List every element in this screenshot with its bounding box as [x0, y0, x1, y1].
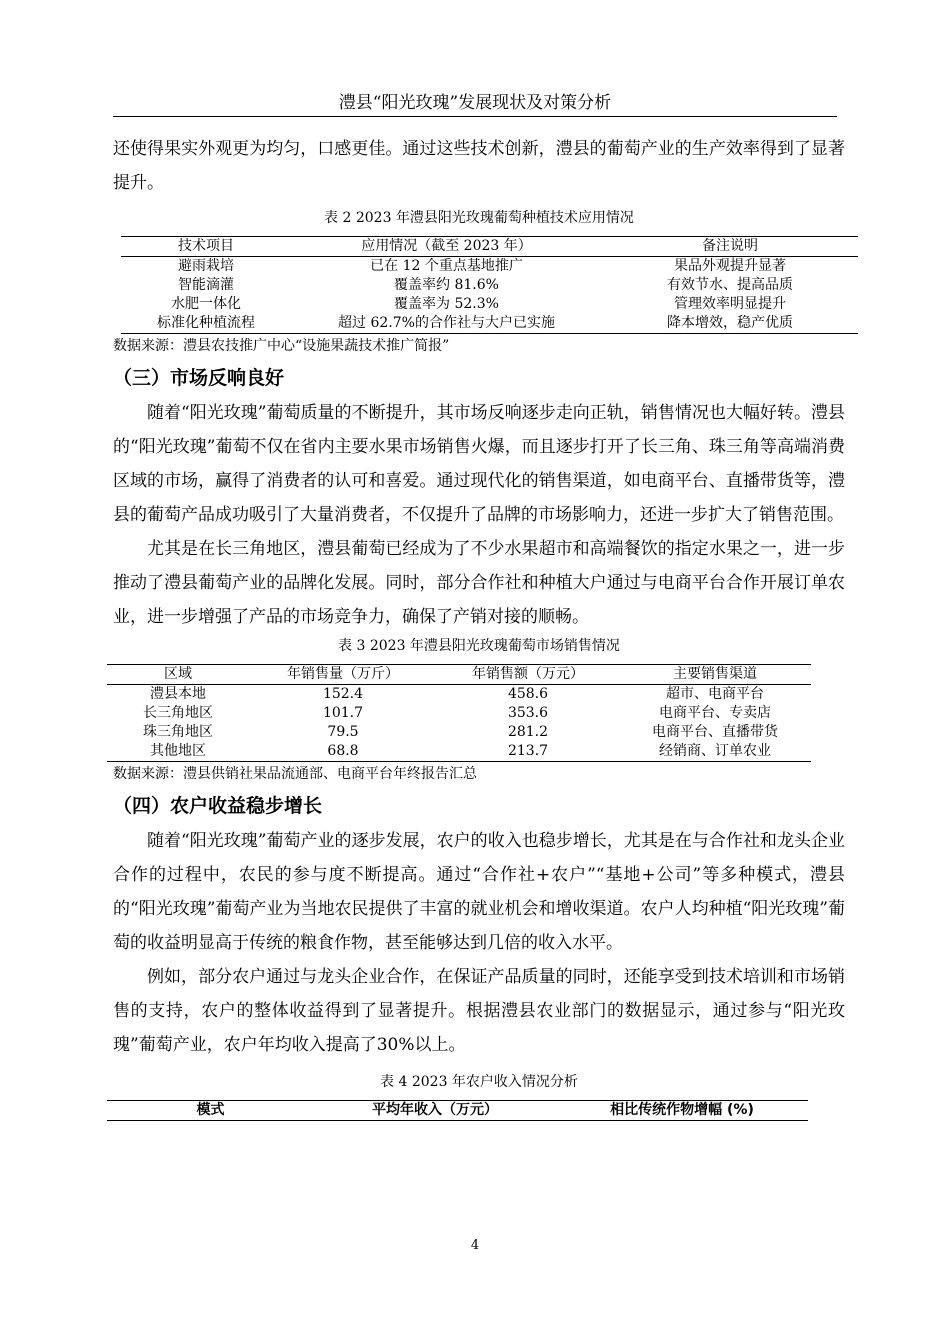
table-cell: 智能滴灌 — [178, 277, 234, 293]
table-cell: 213.7 — [507, 743, 549, 759]
table3-header-cell: 主要销售渠道 — [673, 666, 757, 682]
table-cell: 电商平台、直播带货 — [652, 724, 778, 740]
section-heading-market: （三）市场反响良好 — [113, 367, 285, 389]
paragraph: 尤其是在长三角地区，澧县葡萄已经成为了不少水果超市和高端餐饮的指定水果之一，进一步推动了澧县葡萄产业的品牌化发展。同时，部分合作社和种植大户通过与电商平台合作开展订单农业，进一步增强了产品的市场竞争力，确保了产销对接的顺畅。 — [113, 539, 845, 627]
table-cell: 超过 62.7%的合作社与大户已实施 — [338, 315, 555, 331]
table4-header-cell: 平均年收入（万元） — [372, 1102, 498, 1118]
table-row — [121, 276, 858, 295]
paragraph: 例如，部分农户通过与龙头企业合作，在保证产品质量的同时，还能享受到技术培训和市场销售的支持，农户的整体收益得到了显著提升。根据澧县农业部门的数据显示，通过参与“阳光玫瑰”葡萄产业，农户年均收入提高了30%以上。 — [113, 967, 845, 1055]
table-row — [107, 704, 811, 723]
table-row — [121, 314, 858, 334]
table4-header-row — [107, 1101, 808, 1121]
table3-header-cell: 年销售量（万斤） — [287, 666, 399, 682]
table2-header-cell: 技术项目 — [178, 238, 234, 254]
table-cell: 覆盖率约 81.6% — [394, 277, 499, 293]
table2-header-row — [121, 237, 858, 257]
table-cell: 101.7 — [322, 705, 364, 721]
table4-header-cell: 相比传统作物增幅 (%) — [610, 1102, 754, 1118]
table-cell: 澧县本地 — [150, 686, 206, 702]
table3-header-cell: 区域 — [164, 666, 192, 682]
table-cell: 标准化种植流程 — [157, 315, 255, 331]
table-cell: 果品外观提升显著 — [674, 258, 786, 274]
table-cell: 79.5 — [327, 724, 359, 740]
table-cell: 其他地区 — [150, 743, 206, 759]
table2-header-cell: 应用情况（截至 2023 年） — [361, 238, 532, 254]
table3-header-cell: 年销售额（万元） — [472, 666, 584, 682]
table2 — [121, 236, 858, 334]
table3-source: 数据来源：澧县供销社果品流通部、电商平台年终报告汇总 — [113, 766, 477, 782]
table-cell: 经销商、订单农业 — [659, 743, 771, 759]
table4-caption: 表 4 2023 年农户收入情况分析 — [380, 1074, 578, 1090]
table-row — [107, 742, 811, 762]
paragraph: 随着“阳光玫瑰”葡萄质量的不断提升，其市场反响逐步走向正轨，销售情况也大幅好转。澧县的“阳光玫瑰”葡萄不仅在省内主要水果市场销售火爆，而且逐步打开了长三角、珠三角等高端消费区域的市场，赢得了消费者的认可和喜爱。通过现代化的销售渠道，如电商平台、直播带货等，澧县的葡萄产品成功吸引了大量消费者，不仅提升了品牌的市场影响力，还进一步扩大了销售范围。 — [113, 403, 845, 525]
table-row — [121, 257, 858, 277]
table2-caption: 表 2 2023 年澧县阳光玫瑰葡萄种植技术应用情况 — [324, 210, 634, 226]
section-heading-income: （四）农户收益稳步增长 — [113, 795, 323, 817]
header-rule — [113, 116, 837, 117]
table-cell: 458.6 — [507, 686, 549, 702]
table4-header-cell: 模式 — [196, 1102, 225, 1118]
paragraph: 随着“阳光玫瑰”葡萄产业的逐步发展，农户的收入也稳步增长，尤其是在与合作社和龙头企业合作的过程中，农民的参与度不断提高。通过“合作社+农户”“基地+公司”等多种模式，澧县的“阳光玫瑰”葡萄产业为当地农民提供了丰富的就业机会和增收渠道。农户人均种植“阳光玫瑰”葡萄的收益明显高于传统的粮食作物，甚至能够达到几倍的收入水平。 — [113, 831, 845, 953]
table-row — [121, 295, 858, 314]
running-header: 澧县“阳光玫瑰”发展现状及对策分析 — [338, 93, 612, 113]
table-cell: 覆盖率为 52.3% — [394, 296, 499, 312]
table-row — [107, 685, 811, 705]
table-cell: 353.6 — [507, 705, 549, 721]
table-cell: 避雨栽培 — [178, 258, 234, 274]
table3 — [107, 664, 811, 762]
table-row — [107, 723, 811, 742]
table-cell: 珠三角地区 — [143, 724, 213, 740]
table-cell: 超市、电商平台 — [666, 686, 764, 702]
table-cell: 已在 12 个重点基地推广 — [370, 258, 523, 274]
table3-caption: 表 3 2023 年澧县阳光玫瑰葡萄市场销售情况 — [338, 638, 620, 654]
table-cell: 有效节水、提高品质 — [667, 277, 793, 293]
table-cell: 电商平台、专卖店 — [659, 705, 771, 721]
table-cell: 长三角地区 — [143, 705, 213, 721]
page-number: 4 — [470, 1238, 480, 1253]
table-cell: 152.4 — [322, 686, 364, 702]
table-cell: 水肥一体化 — [171, 296, 241, 312]
table3-header-row — [107, 665, 811, 685]
table-cell: 管理效率明显提升 — [674, 296, 786, 312]
table4 — [107, 1100, 808, 1121]
table2-header-cell: 备注说明 — [702, 238, 758, 254]
table2-source: 数据来源：澧县农技推广中心“设施果蔬技术推广简报” — [113, 338, 450, 354]
table-cell: 68.8 — [327, 743, 359, 759]
table-cell: 281.2 — [507, 724, 549, 740]
table-cell: 降本增效，稳产优质 — [667, 315, 793, 331]
paragraph-continuation: 还使得果实外观更为均匀，口感更佳。通过这些技术创新，澧县的葡萄产业的生产效率得到了显著提升。 — [113, 139, 845, 193]
page-content — [113, 132, 845, 1121]
